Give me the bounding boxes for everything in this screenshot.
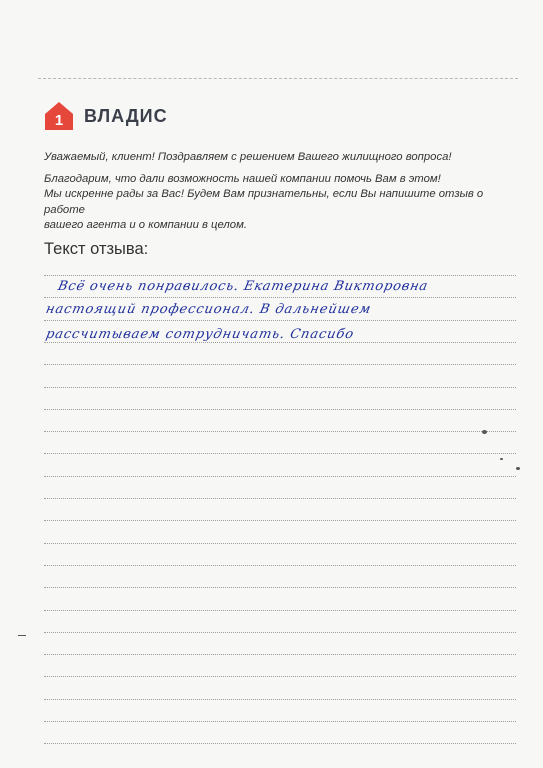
intro-line-2: Мы искренне рады за Вас! Будем Вам признательны, если Вы напишите отзыв о работе [44, 188, 484, 216]
writing-line [44, 565, 516, 566]
handwritten-line-1: Всё очень понравилось. Екатерина Викторовна [56, 279, 430, 294]
writing-line [44, 453, 516, 454]
writing-line [44, 476, 516, 477]
writing-line [44, 342, 516, 343]
intro-line-1: Благодарим, что дали возможность нашей компании помочь Вам в этом! [44, 173, 441, 186]
writing-line [44, 676, 516, 677]
review-heading: Текст отзыва: [44, 240, 149, 258]
intro-line-3: вашего агента и о компании в целом. [44, 218, 247, 231]
writing-line [44, 743, 516, 744]
writing-line [44, 409, 516, 410]
greeting-text: Уважаемый, клиент! Поздравляем с решением Вашего жилищного вопроса! [44, 151, 452, 163]
writing-line [44, 297, 516, 298]
writing-line [44, 387, 516, 388]
scan-speck [18, 635, 26, 636]
brand-name: ВЛАДИС [84, 105, 168, 126]
writing-line [44, 275, 516, 276]
writing-line [44, 498, 516, 499]
writing-line [44, 632, 516, 633]
logo-digit: 1 [54, 112, 64, 129]
writing-line [44, 520, 516, 521]
writing-line [44, 320, 516, 321]
scan-speck [516, 467, 520, 470]
writing-line [44, 654, 516, 655]
scan-speck [482, 430, 487, 434]
scan-speck [500, 458, 503, 460]
writing-line [44, 699, 516, 700]
writing-line [44, 543, 516, 544]
writing-line [44, 721, 516, 722]
writing-line [44, 610, 516, 611]
handwritten-line-3: рассчитываем сотрудничать. Спасибо [44, 327, 356, 342]
writing-lines [44, 0, 516, 768]
writing-line [44, 431, 516, 432]
writing-line [44, 587, 516, 588]
handwritten-line-2: настоящий профессионал. В дальнейшем [44, 302, 373, 317]
writing-line [44, 364, 516, 365]
